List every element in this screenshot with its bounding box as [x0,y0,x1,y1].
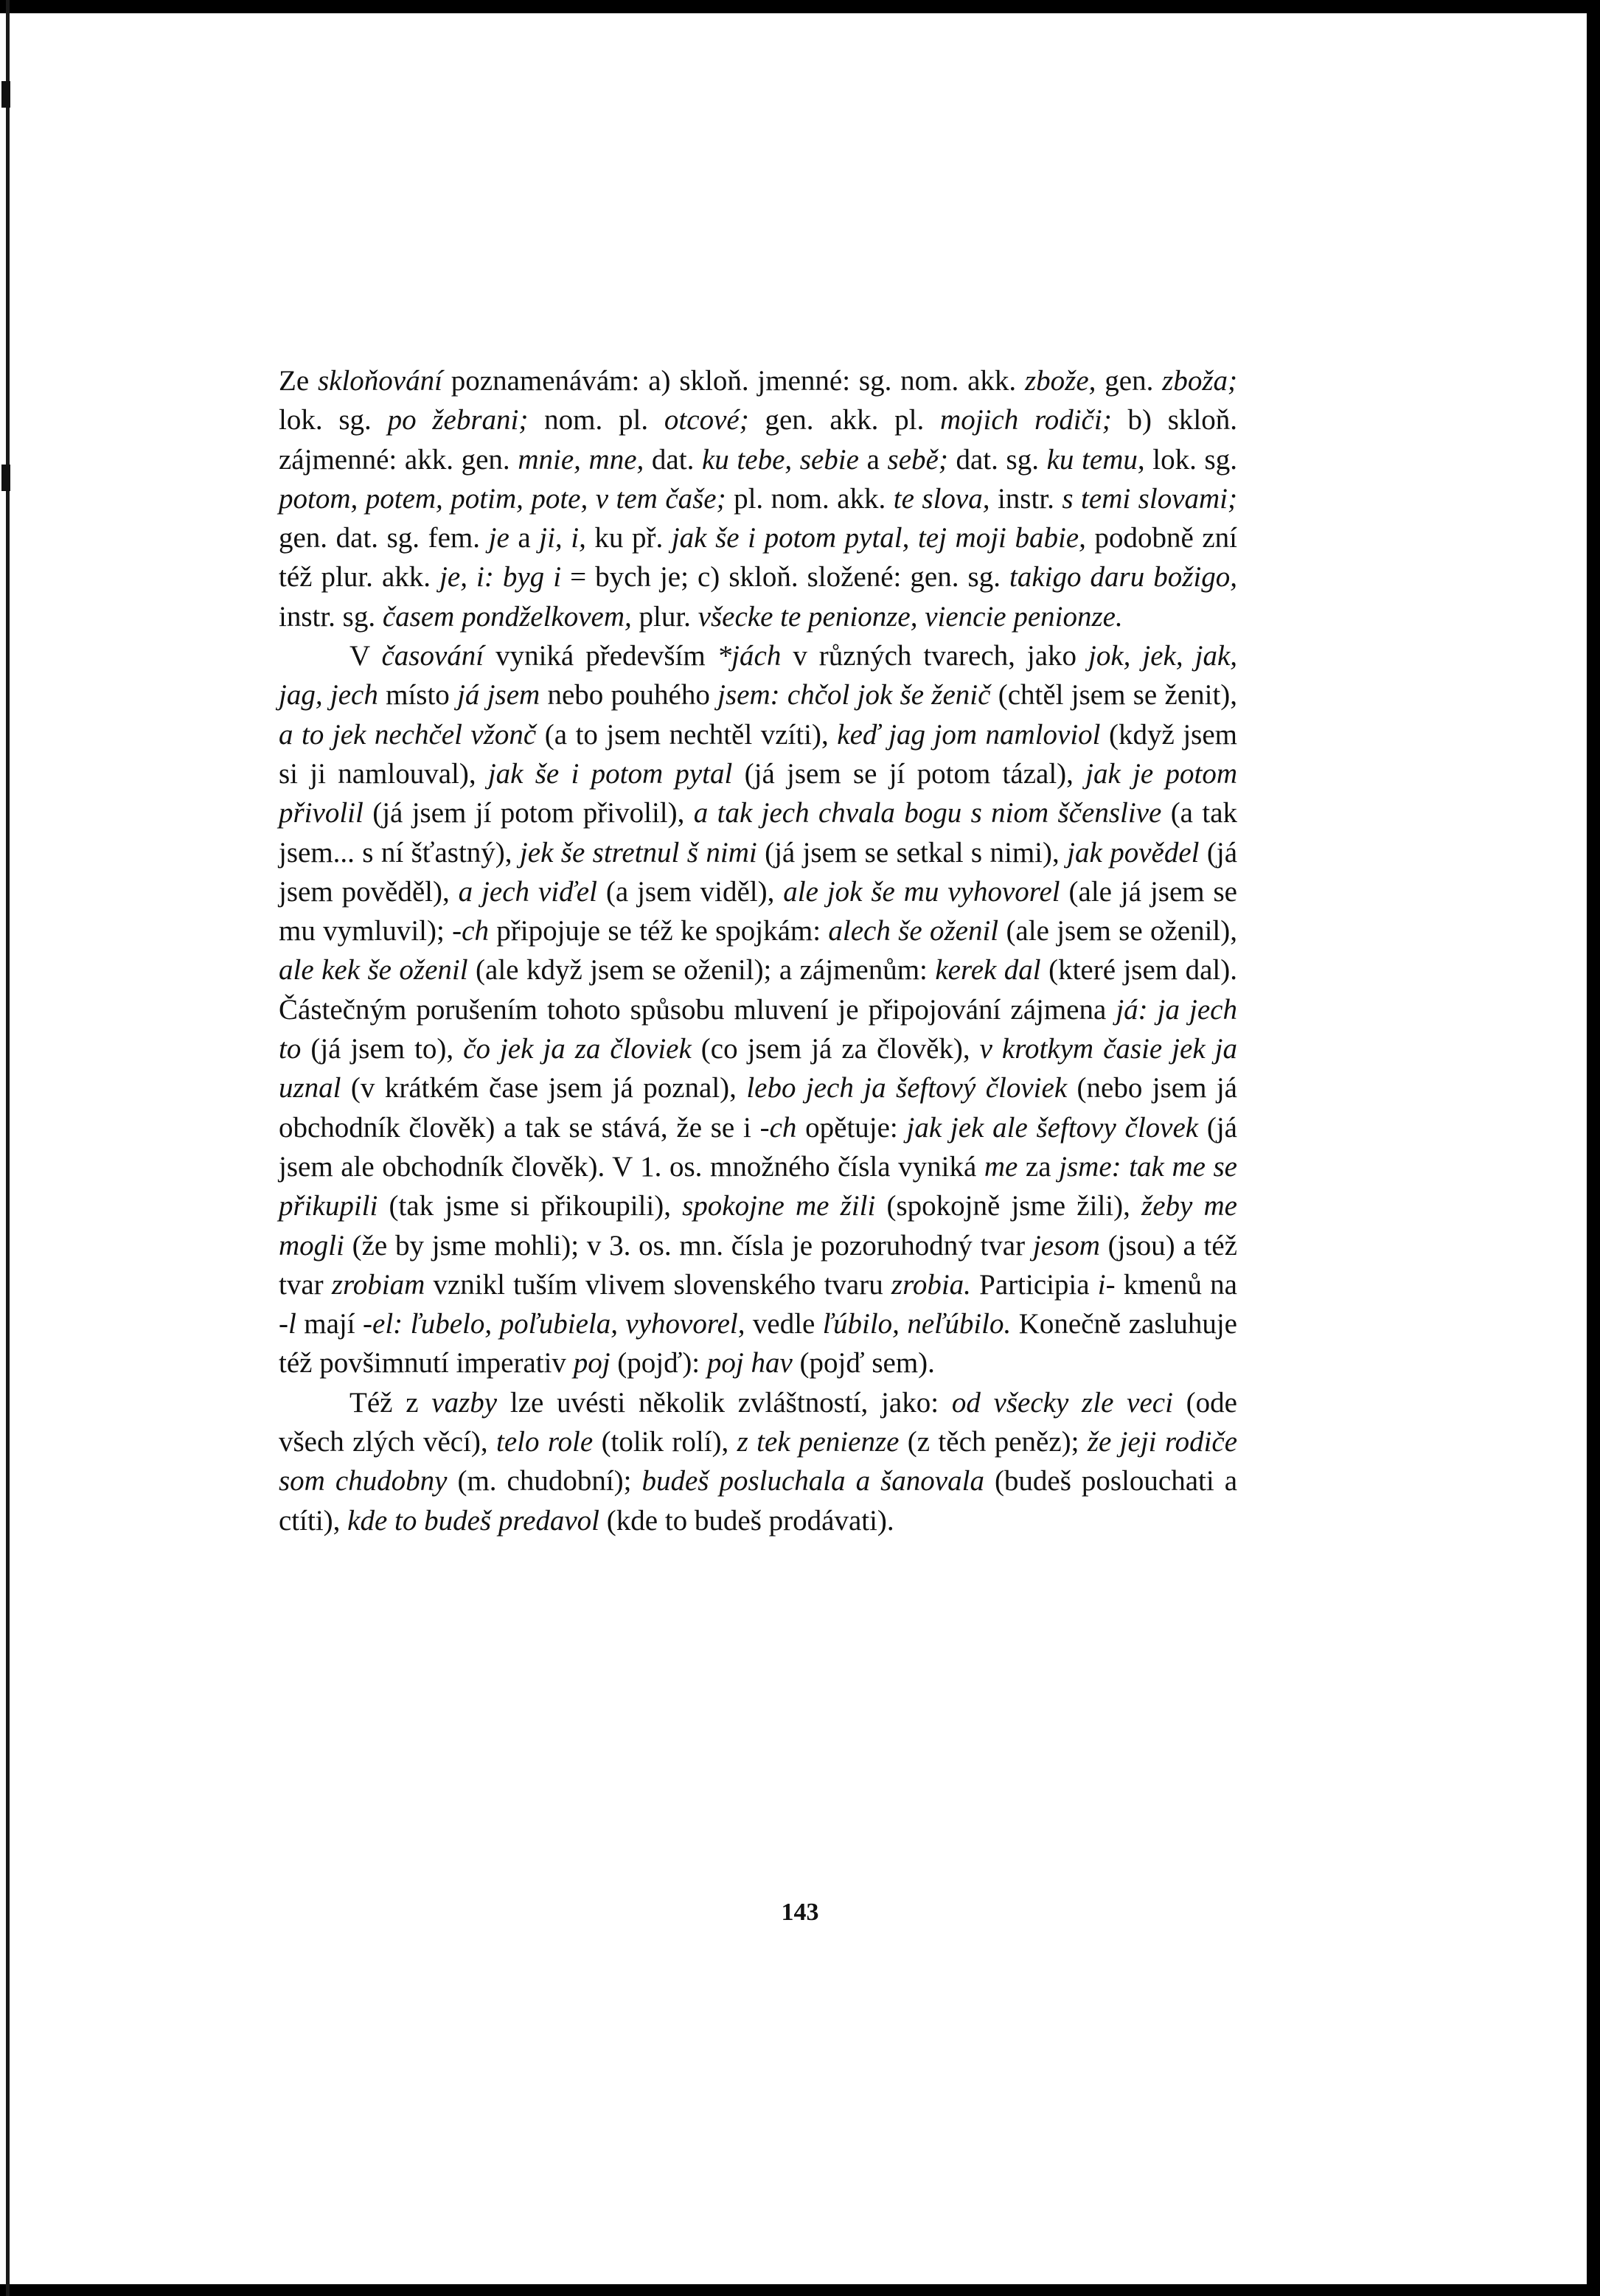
text-run: V [349,640,382,672]
italic-run: i- [1097,1268,1116,1301]
italic-run: spokojne me žili [682,1190,876,1222]
italic-run: mojich rodiči; [940,404,1112,436]
text-run: gen. [1096,365,1163,397]
italic-run: čo jek ja za človiek [463,1033,692,1065]
italic-run: jak je potom přivolil [279,757,1237,829]
italic-run: zbože, [1025,365,1096,397]
text-run: poznamenávám: a) skloň. jmenné: sg. nom. akk. [442,365,1025,397]
text-run: podobně zní též plur. akk. [279,522,1237,594]
text-run: gen. dat. sg. fem. [279,522,489,554]
text-run: nebo pouhého [540,679,718,712]
text-run: (m. chudobní); [447,1465,642,1497]
italic-run: skloňování [317,365,442,397]
italic-run: a tak jech chvala bogu s niom ščenslive [693,797,1162,829]
italic-run: poj [573,1347,611,1380]
italic-run: a to jek nechčel vžonč [279,718,537,751]
text-run: vznikl tuším vlivem slovenského tvaru [425,1268,891,1301]
text-run: (ode všech zlých věcí), [279,1386,1237,1458]
text-run: instr. sg. [279,600,383,633]
italic-run: jak povědel [1067,836,1200,869]
text-run: gen. akk. pl. [748,404,941,436]
italic-run: jek še stretnul š nimi [519,836,757,869]
italic-run: budeš posluchala a šanovala [641,1465,984,1497]
page-number: 143 [781,1899,819,1926]
text-run: ku př. [585,522,672,554]
text-run: instr. [989,482,1062,515]
text-run: b) skloň. zájmenné: akk. gen. [279,404,1238,476]
text-run: (já jsem to), [301,1033,464,1065]
body-text [279,361,1237,1540]
italic-run: me [984,1150,1018,1183]
text-run: dat. sg. [947,443,1047,476]
text-run: a [509,522,540,554]
italic-run: otcové; [664,404,749,436]
text-run: (které jsem dal). Částečným porušením tohoto spůsobu mluvení je připojování zájmena [279,954,1237,1026]
text-run: (nebo jsem já obchodník člověk) a tak se stává, že se i [279,1072,1237,1144]
text-run: v různých tvarech, jako [781,640,1089,672]
italic-run: mnie, mne, [518,443,644,476]
text-run: (já jsem pověděl), [279,836,1237,908]
text-run: plur. [631,600,698,633]
italic-run: -el: ľubelo, poľubiela, vyhovorel, [363,1308,745,1340]
italic-run: v krotkym časie jek ja uznal [279,1033,1237,1104]
italic-run: ji, i, [539,522,586,554]
text-run: (v krátkém čase jsem já poznal), [341,1072,747,1104]
italic-run: a jech viďel [458,875,597,908]
text-run: kmenů na [1115,1268,1237,1301]
text-run: nom. pl. [528,404,664,436]
italic-run: jesom [1032,1229,1100,1262]
scan-binding-line [6,0,10,2296]
text-run: dat. [644,443,702,476]
text-run: Ze [279,365,318,397]
scan-border-right [1587,0,1600,2296]
italic-run: po žebrani; [387,404,529,436]
text-run: místo [378,679,458,712]
text-run: (a to jsem nechtěl vzíti), [536,718,838,751]
italic-run: zrobiam [331,1268,425,1301]
text-run: Konečně zasluhuje též povšimnutí imperativ [279,1308,1237,1380]
italic-run: všecke te penionze, viencie penionze. [698,600,1123,633]
text-run: (ale jsem se oženil), [998,915,1237,947]
italic-run: já jsem [457,679,540,712]
text-run: (já jsem se setkal s nimi), [756,836,1068,869]
italic-run: ale kek še oženil [279,954,468,987]
text-run: (pojď sem). [792,1347,935,1380]
scan-binding-mark [1,81,10,108]
text-run: (co jsem já za člověk), [691,1033,980,1065]
italic-run: od všecky zle veci [951,1386,1173,1419]
italic-run: jak še i potom pytal, tej moji babie, [671,522,1086,554]
text-run: (já jsem se jí potom tázal), [732,757,1086,790]
text-run: vyniká především [484,640,717,672]
text-run: (a tak jsem... s ní šťastný), [279,797,1238,869]
text-run: pl. nom. akk. [726,482,894,515]
italic-run: časování [381,640,484,672]
text-run: (budeš poslouchati a ctíti), [279,1465,1238,1537]
italic-run: je [488,522,509,554]
italic-run: poj hav [706,1347,793,1380]
text-run: (že by jsme mohli); v 3. os. mn. čísla je pozoruhodný tvar [344,1229,1033,1262]
text-run: (ale když jsem se oženil); a zájmenům: [467,954,936,987]
text-run: (já jsem ale obchodník člověk). V 1. os. množného čísla vyniká [279,1111,1237,1183]
text-run: připojuje se též ke spojkám: [488,915,829,947]
text-run: vedle [745,1308,823,1340]
text-run: (já jsem jí potom přivolil), [363,797,694,829]
italic-run: je, i: byg i [439,561,562,594]
italic-run: jsme: tak me se přikupili [279,1150,1237,1222]
italic-run: ku tebe, sebie [701,443,859,476]
italic-run: alech še oženil [828,915,999,947]
text-run: = bych je; c) skloň. složené: gen. sg. [561,561,1009,594]
italic-run: kerek dal [935,954,1041,987]
paragraph [279,636,1237,1383]
text-run: (kde to budeš prodávati). [599,1504,894,1537]
italic-run: ku temu, [1046,443,1145,476]
italic-run: jsem: chčol jok še ženič [717,679,991,712]
italic-run: *jách [717,640,782,672]
italic-run: ľúbilo, neľúbilo. [822,1308,1012,1340]
text-run: mají [296,1308,364,1340]
italic-run: -ch [759,1111,797,1144]
italic-run: já: ja jech to [279,993,1237,1065]
paragraph [279,361,1237,636]
italic-run: takigo daru božigo, [1009,561,1237,594]
text-run: a [858,443,888,476]
italic-run: potom, potem, potim, pote, v tem čaše; [279,482,726,515]
text-run: lok. sg. [1144,443,1237,476]
italic-run: zboža; [1162,365,1238,397]
italic-run: zrobia. [891,1268,971,1301]
paragraph [279,1383,1237,1540]
text-run: (jsou) a též tvar [279,1229,1237,1301]
text-run: (z těch peněz); [899,1426,1088,1458]
scan-border-top [0,0,1600,13]
text-run: (tak jsme si přikoupili), [378,1190,683,1222]
italic-run: te slova, [893,482,990,515]
text-run: (chtěl jsem se ženit), [990,679,1238,712]
italic-run: časem pondželkovem, [382,600,632,633]
text-run: lok. sg. [279,404,388,436]
italic-run: že jeji rodiče som chudobny [279,1426,1238,1497]
italic-run: jok, jek, jak, jag, jech [279,640,1238,712]
italic-run: jak še i potom pytal [487,757,733,790]
text-run: Též z [349,1386,432,1419]
text-run: lze uvésti několik zvláštností, jako: [497,1386,952,1419]
scan-binding-mark [1,465,10,491]
italic-run: žeby me mogli [279,1190,1237,1262]
italic-run: keď jag jom namloviol [837,718,1101,751]
text-run: (pojď): [610,1347,707,1380]
italic-run: telo role [496,1426,594,1458]
text-run: (a jsem viděl), [596,875,784,908]
text-run: za [1018,1150,1060,1183]
text-run: (ale já jsem se mu vymluvil); [279,875,1237,947]
italic-run: s temi slovami; [1062,482,1237,515]
scan-border-bottom [0,2284,1600,2296]
italic-run: vazby [431,1386,498,1419]
text-run: opětuje: [796,1111,907,1144]
italic-run: ale jok še mu vyhovorel [783,875,1060,908]
italic-run: z tek penienze [737,1426,900,1458]
italic-run: -l [279,1308,296,1340]
italic-run: sebě; [887,443,948,476]
italic-run: kde to budeš predavol [347,1504,600,1537]
italic-run: jak jek ale šeftovy človek [906,1111,1199,1144]
text-run: (tolik rolí), [593,1426,737,1458]
text-run: (spokojně jsme žili), [875,1190,1142,1222]
text-run: (když jsem si ji namlouval), [279,718,1237,790]
italic-run: -ch [452,915,489,947]
text-run: Participia [970,1268,1098,1301]
italic-run: lebo jech ja šeftový človiek [746,1072,1068,1104]
